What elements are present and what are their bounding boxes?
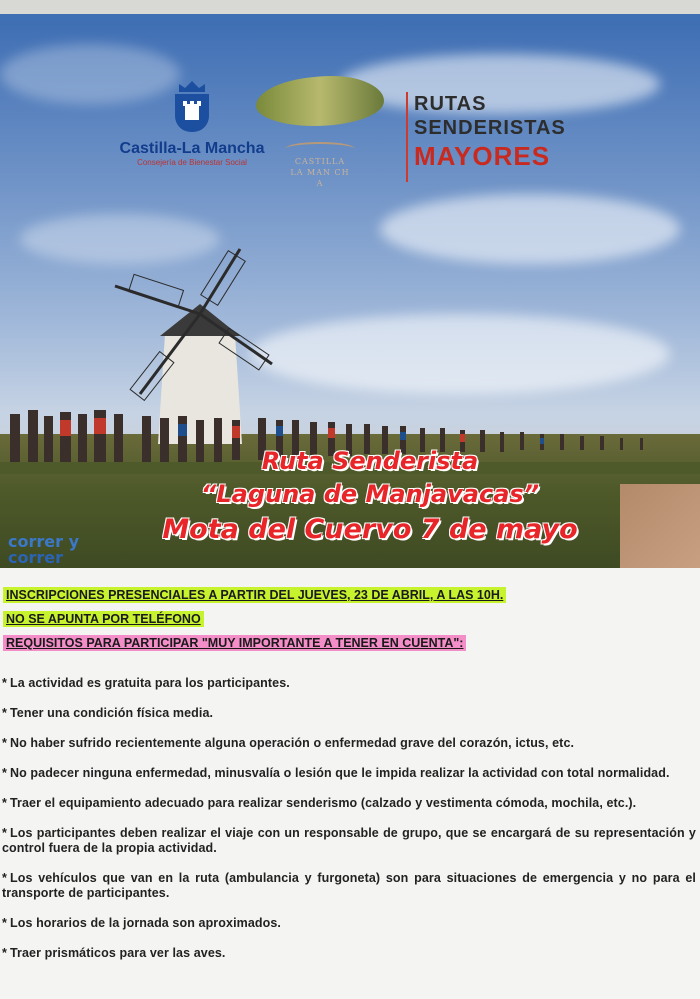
notices [3,586,697,658]
brand-line2: correr [8,548,63,567]
event-title [150,446,590,548]
event-poster [0,14,700,568]
requirements-heading: REQUISITOS PARA PARTICIPAR "MUY IMPORTANTE A TENER EN CUENTA": [3,635,466,651]
program-title-line3: MAYORES [414,141,551,171]
inscriptions-notice: INSCRIPCIONES PRESENCIALES A PARTIR DEL JUEVES, 23 DE ABRIL, A LAS 10H. [3,587,506,603]
crown-icon [177,80,207,92]
page-top-edge [0,0,700,14]
program-title-line1: RUTAS [414,93,487,115]
paved-path [620,484,700,568]
list-item: * No haber sufrido recientemente alguna operación o enfermedad grave del corazón, ictus, etc. [2,736,575,750]
program-title-line2: SENDERISTAS [414,117,566,139]
requirements-list [2,676,696,976]
list-item: * Los horarios de la jornada son aproximados. [2,916,281,930]
logo-arc [285,142,355,156]
department-name: Consejería de Bienestar Social [137,158,247,167]
event-title-line3: Mota del Cuervo 7 de mayo [162,514,578,545]
list-item: * Los vehículos que van en la ruta (ambulancia y furgoneta) son para situaciones de emergencia y no para el transporte de participantes. [2,871,696,900]
list-item: * La actividad es gratuita para los participantes. [2,676,290,690]
phone-notice: NO SE APUNTA POR TELÉFONO [3,611,204,627]
brand-line1: correr y [8,532,79,551]
list-item: * Los participantes deben realizar el viaje con un responsable de grupo, que se encargará de su representación y control fuera de la propia actividad. [2,826,696,855]
hiking-program-logo [255,76,385,206]
list-item: * Traer prismáticos para ver las aves. [2,946,226,960]
castle-shield-icon [175,94,209,132]
logo-text: CASTILLA LA MAN CHA [290,157,350,188]
cloud [250,314,670,394]
list-item: * No padecer ninguna enfermedad, minusvalía o lesión que le impida realizar la actividad con total normalidad. [2,766,670,780]
event-title-line1: Ruta Senderista [261,447,479,475]
region-name: Castilla-La Mancha [119,140,265,157]
list-item: * Traer el equipamiento adecuado para realizar senderismo (calzado y vestimenta cómoda, mochila, etc.). [2,796,637,810]
list-item: * Tener una condición física media. [2,706,214,720]
event-title-line2: “Laguna de Manjavacas” [200,480,540,508]
program-title [406,92,614,182]
correr-y-correr-logo [8,534,79,566]
cloud [380,194,680,264]
hikers-photo-blob [256,76,384,126]
castilla-la-mancha-logo [112,80,272,190]
